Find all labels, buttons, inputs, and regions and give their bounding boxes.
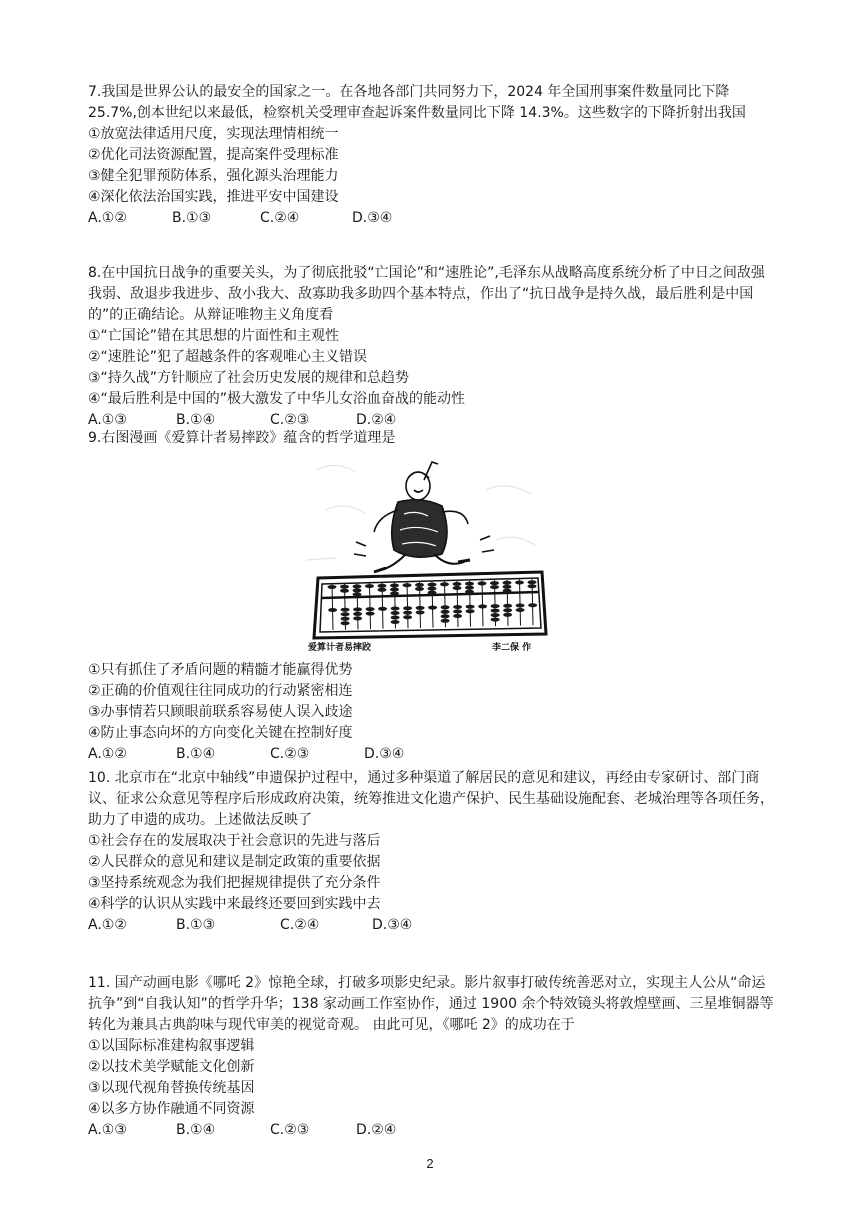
option-3: ③“持久战”方针顺应了社会历史发展的规律和总趋势: [88, 370, 410, 386]
option-1: ①“亡国论”错在其思想的片面性和主观性: [88, 328, 340, 344]
question-7: [88, 82, 778, 229]
answer-choices: [88, 744, 778, 765]
option-3: ③办事情若只顾眼前联系容易使人误入歧途: [88, 704, 353, 720]
answer-d: D.③④: [364, 746, 405, 762]
question-stem: 9.右图漫画《爱算计者易摔跤》蕴含的哲学道理是: [88, 430, 396, 446]
answer-choices: [88, 915, 778, 936]
answer-d: D.②④: [356, 1122, 397, 1138]
option-4: ④防止事态向坏的方向变化关键在控制好度: [88, 725, 353, 741]
answer-b: B.①③: [176, 917, 216, 933]
option-3: ③坚持系统观念为我们把握规律提供了充分条件: [88, 875, 381, 891]
answer-d: D.②④: [356, 412, 397, 428]
question-11: [88, 973, 778, 1141]
question-9-options: [88, 660, 778, 765]
option-3: ③健全犯罪预防体系，强化源头治理能力: [88, 168, 339, 184]
answer-c: C.②③: [270, 412, 310, 428]
question-stem: 11. 国产动画电影《哪吒 2》惊艳全球，打破多项影史纪录。影片叙事打破传统善恶对立，实现主人公从“命运抗争”到“自我认知”的哲学升华；138 家动画工作室协作，通过 1900 余个特效镜头将敦煌壁画、三星堆铜器等转化为兼具古典韵味与现代审美的视觉奇观。 由此可见，《哪吒 2》的成功在于: [88, 975, 774, 1033]
option-3: ③以现代视角替换传统基因: [88, 1080, 255, 1096]
cartoon-image: [296, 450, 558, 658]
answer-a: A.①③: [88, 1122, 127, 1138]
option-1: ①以国际标准建构叙事逻辑: [88, 1038, 255, 1054]
answer-c: C.②③: [270, 1122, 310, 1138]
option-1: ①只有抓住了矛盾问题的精髓才能赢得优势: [88, 662, 353, 678]
answer-a: A.①②: [88, 746, 127, 762]
answer-c: C.②④: [260, 210, 300, 226]
answer-c: C.②③: [270, 746, 310, 762]
option-2: ②以技术美学赋能文化创新: [88, 1059, 255, 1075]
cartoon-author: 李二保 作: [492, 643, 532, 653]
question-10: [88, 768, 778, 936]
cartoon-caption: 爱算计者易摔跤: [308, 643, 372, 653]
answer-d: D.③④: [372, 917, 413, 933]
answer-d: D.③④: [352, 210, 393, 226]
answer-c: C.②④: [280, 917, 320, 933]
option-4: ④科学的认识从实践中来最终还要回到实践中去: [88, 896, 381, 912]
question-stem: 8.在中国抗日战争的重要关头，为了彻底批驳“亡国论”和“速胜论”,毛泽东从战略高度系统分析了中日之间敌强我弱、敌退步我进步、敌小我大、敌寡助我多助四个基本特点，作出了“抗日战争是持久战，最后胜利是中国的”的正确结论。从辩证唯物主义角度看: [88, 265, 765, 323]
answer-a: A.①③: [88, 412, 127, 428]
option-4: ④以多方协作融通不同资源: [88, 1101, 255, 1117]
option-1: ①放宽法律适用尺度，实现法理情相统一: [88, 126, 339, 142]
option-4: ④“最后胜利是中国的”极大激发了中华儿女浴血奋战的能动性: [88, 391, 466, 407]
question-stem: 7.我国是世界公认的最安全的国家之一。在各地各部门共同努力下，2024 年全国刑事案件数量同比下降 25.7%,创本世纪以来最低，检察机关受理审查起诉案件数量同比下降 14.3%。这些数字的下降折射出我国: [88, 84, 746, 121]
answer-choices: [88, 1120, 778, 1141]
answer-a: A.①②: [88, 917, 127, 933]
option-2: ②“速胜论”犯了超越条件的客观唯心主义错误: [88, 349, 368, 365]
question-stem: 10. 北京市在“北京中轴线”申遗保护过程中，通过多种渠道了解居民的意见和建议，再经由专家研讨、部门商议、征求公众意见等程序后形成政府决策，统筹推进文化遗产保护、民生基础设施配套、老城治理等各项任务，助力了申遗的成功。上述做法反映了: [88, 770, 774, 828]
answer-b: B.①④: [176, 1122, 216, 1138]
answer-b: B.①④: [176, 412, 216, 428]
answer-choices: [88, 208, 778, 229]
answer-b: B.①④: [176, 746, 216, 762]
option-1: ①社会存在的发展取决于社会意识的先进与落后: [88, 833, 381, 849]
question-9: [88, 428, 778, 449]
option-4: ④深化依法治国实践，推进平安中国建设: [88, 189, 339, 205]
page-number: 2: [426, 1156, 434, 1171]
question-8: [88, 263, 778, 431]
option-2: ②优化司法资源配置，提高案件受理标准: [88, 147, 339, 163]
option-2: ②人民群众的意见和建议是制定政策的重要依据: [88, 854, 381, 870]
answer-b: B.①③: [172, 210, 212, 226]
option-2: ②正确的价值观往往同成功的行动紧密相连: [88, 683, 353, 699]
answer-a: A.①②: [88, 210, 127, 226]
